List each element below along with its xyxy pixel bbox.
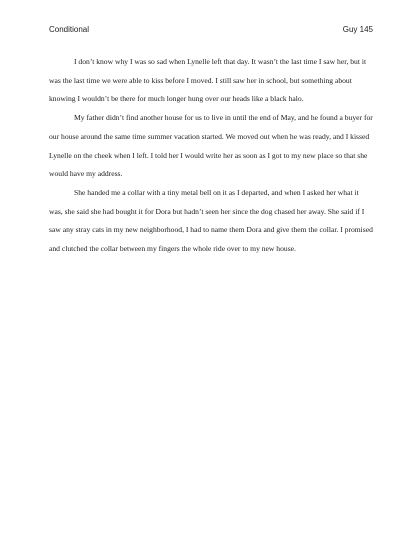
header-title: Conditional (49, 25, 90, 34)
paragraph: I don’t know why I was so sad when Lynelle left that day. It wasn’t the last time I saw her, but it was the last time we were able to kiss before I moved. I still saw her in school, but something about knowing I wouldn’t be there for much longer hung over our heads like a black halo. (49, 57, 367, 104)
running-header (49, 25, 373, 39)
paragraph: My father didn’t find another house for us to live in until the end of May, and he found a buyer for our house around the same time summer vacation started. We moved out when he was ready, and I kissed Lynelle on the cheek when I left. I told her I would write her as soon as I got to my new place so that she would have my address. (49, 113, 373, 179)
body-text (49, 53, 373, 259)
paragraph: She handed me a collar with a tiny metal bell on it as I departed, and when I asked her what it was, she said she had bought it for Dora but hadn’t seen her since the dog chased her away. She said if I saw any stray cats in my new neighborhood, I had to name them Dora and give them the collar. I promised and clutched the collar between my fingers the whole ride over to my new house. (49, 187, 373, 254)
header-page-number: Guy 145 (342, 25, 373, 34)
